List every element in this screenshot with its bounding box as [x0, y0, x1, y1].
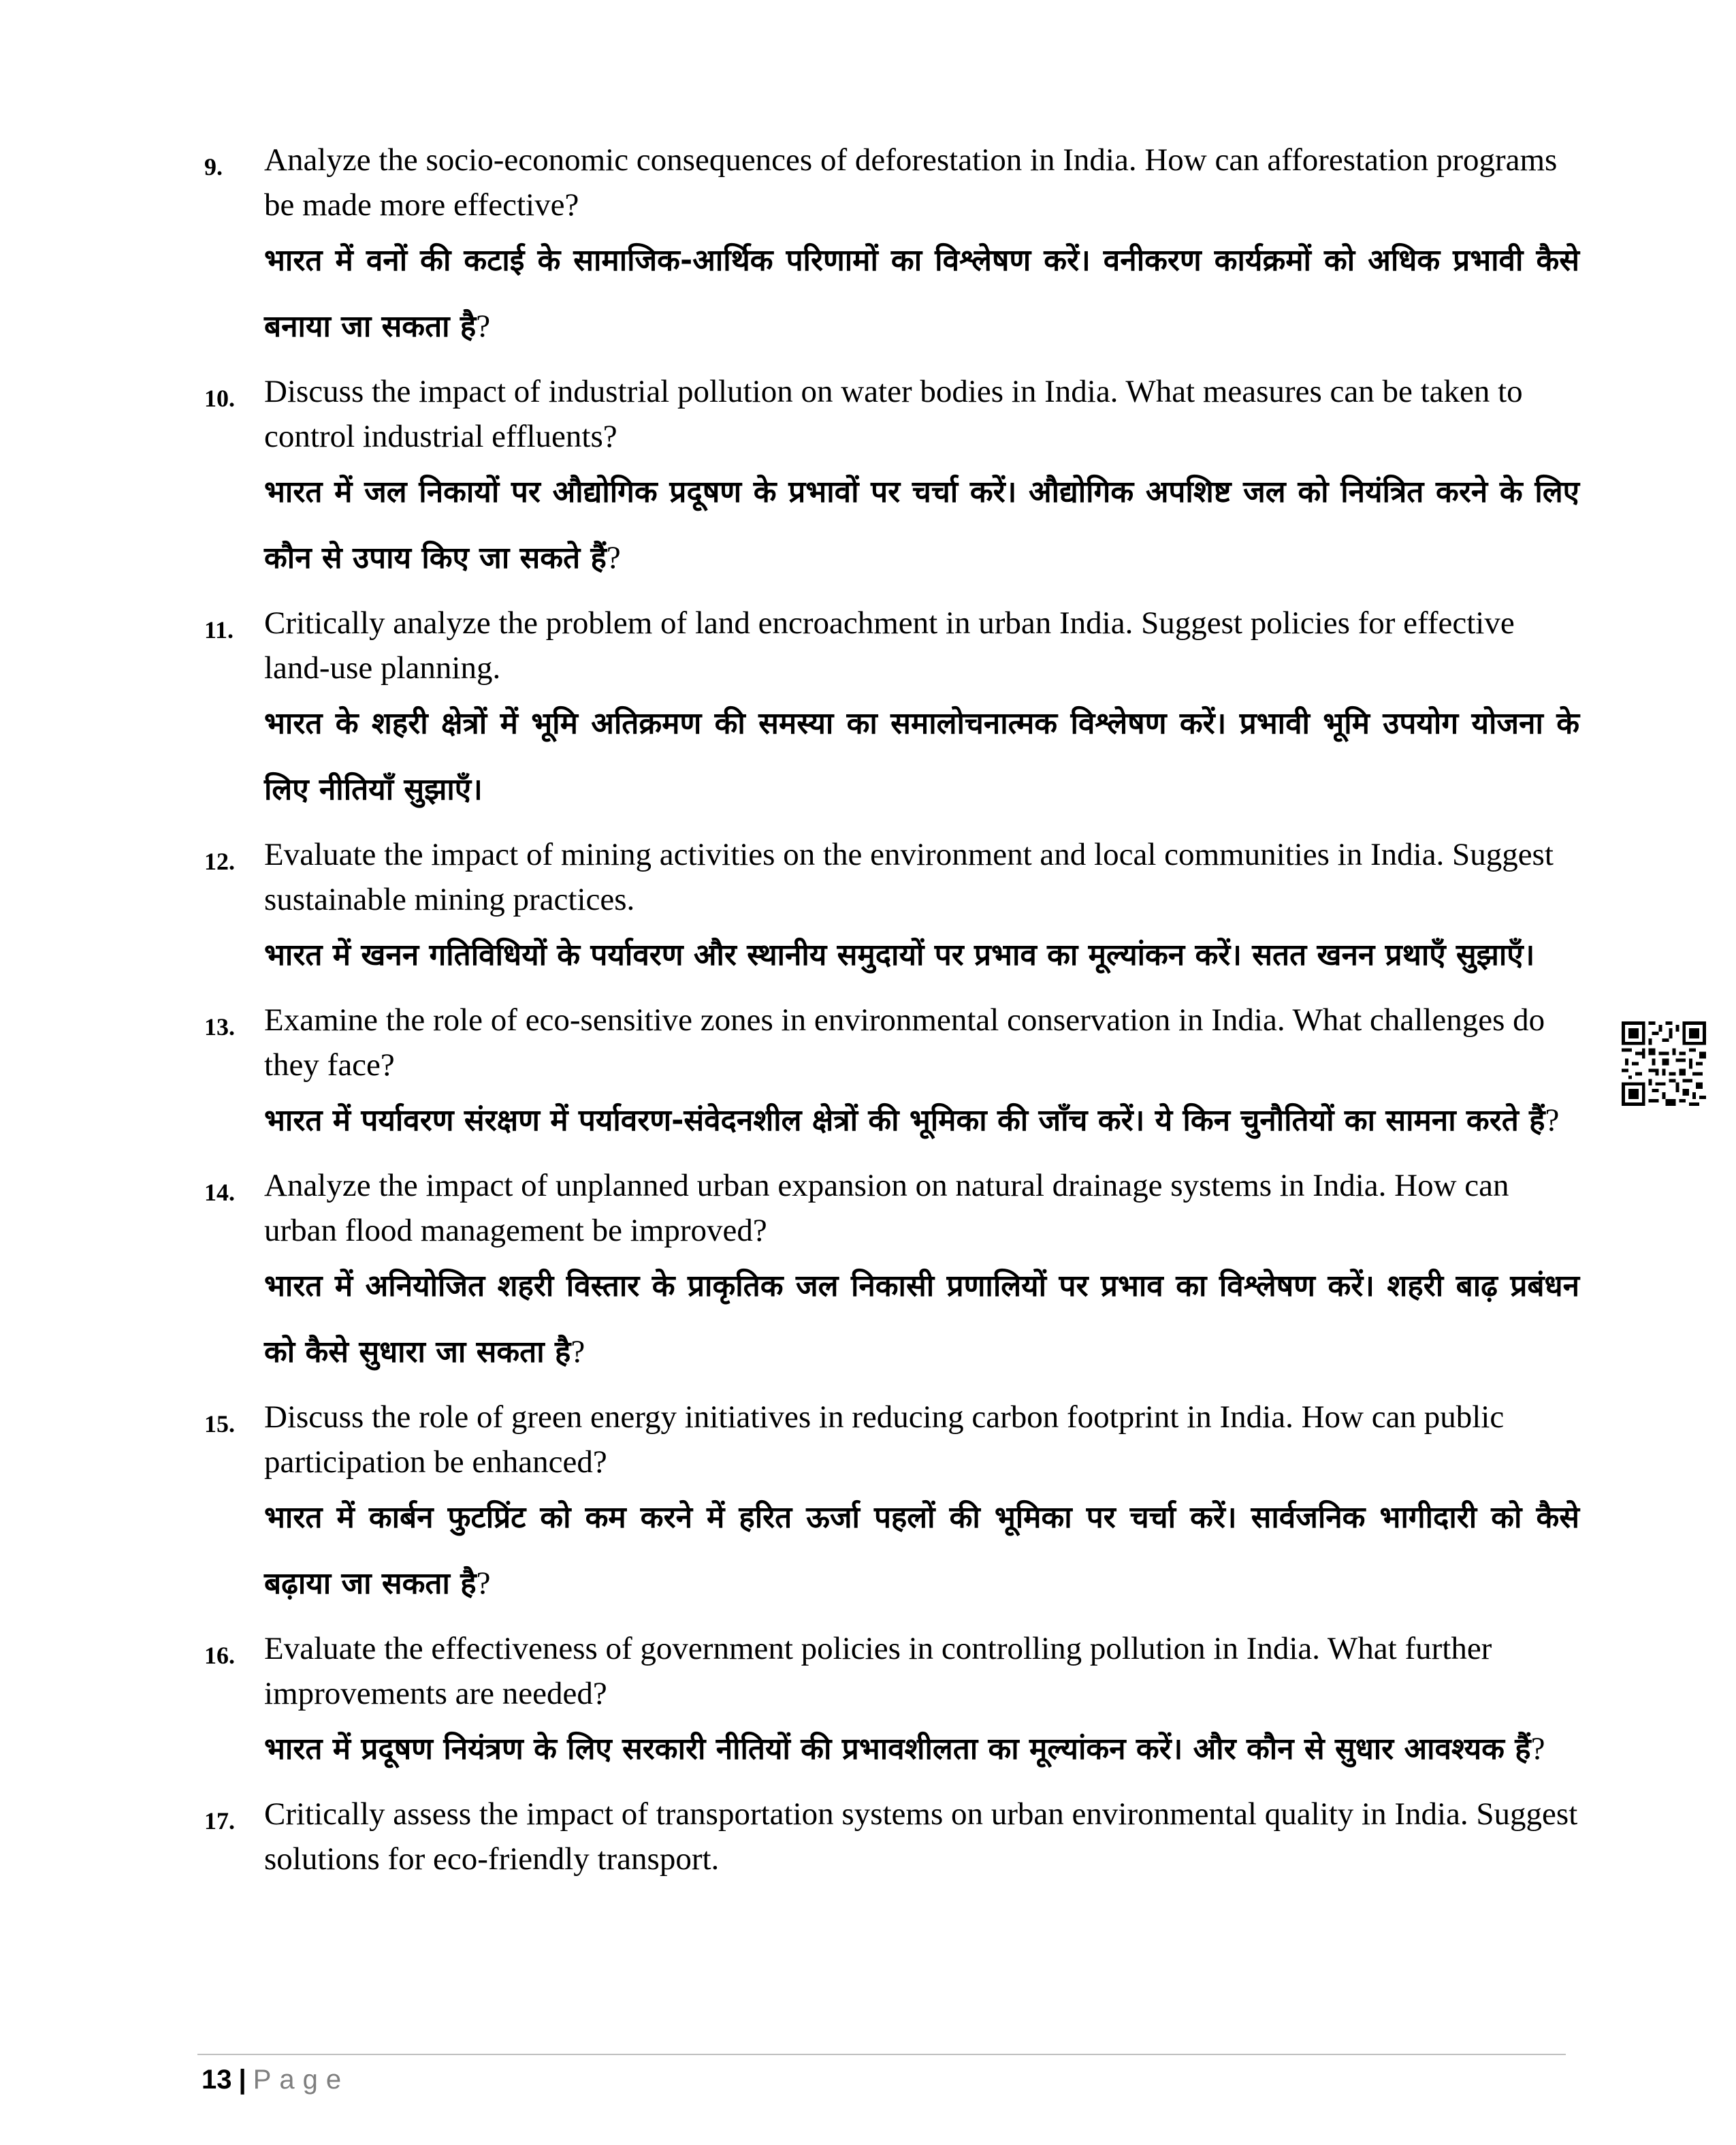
question-item: [197, 601, 1579, 823]
question-number: 9.: [204, 153, 223, 180]
page-number: 13: [202, 2065, 232, 2095]
question-text-english: Critically analyze the problem of land encroachment in urban India. Suggest policies for effective land-use planning.: [264, 605, 1515, 686]
question-text-english: Evaluate the impact of mining activities on the environment and local communities in India. Suggest sustainable mining practices.: [264, 837, 1554, 917]
question-text-hindi: भारत में अनियोजित शहरी विस्तार के प्राकृतिक जल निकासी प्रणालियों पर प्रभाव का विश्लेषण करें। शहरी बाढ़ प्रबंधन को कैसे सुधारा जा सकता है?: [264, 1269, 1579, 1369]
question-text-english: Examine the role of eco-sensitive zones in environmental conservation in India. What challenges do they face?: [264, 1002, 1545, 1083]
question-item: [197, 998, 1579, 1154]
question-text-english: Evaluate the effectiveness of government policies in controlling pollution in India. What further improvements are needed?: [264, 1631, 1492, 1711]
page-footer: [202, 2061, 349, 2099]
question-text-english: Analyze the impact of unplanned urban expansion on natural drainage systems in India. How can urban flood management be improved?: [264, 1168, 1509, 1248]
question-item: [197, 1626, 1579, 1782]
question-text-english: Analyze the socio-economic consequences of deforestation in India. How can afforestation programs be made more effective?: [264, 142, 1558, 223]
question-item: [197, 1792, 1579, 1881]
question-text-english: Discuss the impact of industrial pollution on water bodies in India. What measures can be taken to control industrial effluents?: [264, 374, 1523, 454]
question-item: [197, 1395, 1579, 1617]
page-label: Page: [253, 2065, 350, 2095]
question-text-english: Critically assess the impact of transportation systems on urban environmental quality in India. Suggest solutions for eco-friendly transport.: [264, 1796, 1578, 1877]
footer-separator: |: [238, 2065, 246, 2095]
question-item: [197, 369, 1579, 591]
question-number: 14.: [204, 1179, 235, 1206]
question-number: 13.: [204, 1013, 235, 1040]
footer-divider: [197, 2054, 1566, 2055]
question-text-hindi: भारत में प्रदूषण नियंत्रण के लिए सरकारी नीतियों की प्रभावशीलता का मूल्यांकन करें। और कौन से सुधार आवश्यक हैं?: [264, 1731, 1545, 1766]
question-number: 11.: [204, 616, 234, 644]
question-number: 10.: [204, 385, 235, 412]
question-text-hindi: भारत में कार्बन फुटप्रिंट को कम करने में हरित ऊर्जा पहलों की भूमिका पर चर्चा करें। सार्वजनिक भागीदारी को कैसे बढ़ाया जा सकता है?: [264, 1500, 1579, 1601]
question-number: 12.: [204, 848, 235, 875]
question-number: 15.: [204, 1410, 235, 1437]
question-text-hindi: भारत में पर्यावरण संरक्षण में पर्यावरण-संवेदनशील क्षेत्रों की भूमिका की जाँच करें। ये किन चुनौतियों का सामना करते हैं?: [264, 1102, 1560, 1138]
qr-code-icon[interactable]: [1622, 1021, 1706, 1106]
question-text-hindi: भारत में जल निकायों पर औद्योगिक प्रदूषण के प्रभावों पर चर्चा करें। औद्योगिक अपशिष्ट जल को नियंत्रित करने के लिए कौन से उपाय किए जा सकते हैं?: [264, 475, 1579, 575]
question-number: 16.: [204, 1642, 235, 1669]
question-item: [197, 1163, 1579, 1385]
question-item: [197, 138, 1579, 360]
question-item: [197, 832, 1579, 988]
question-list: [197, 138, 1579, 1891]
question-text-hindi: भारत में खनन गतिविधियों के पर्यावरण और स्थानीय समुदायों पर प्रभाव का मूल्यांकन करें। सतत खनन प्रथाएँ सुझाएँ।: [264, 938, 1535, 972]
question-text-hindi: भारत में वनों की कटाई के सामाजिक-आर्थिक परिणामों का विश्लेषण करें। वनीकरण कार्यक्रमों को अधिक प्रभावी कैसे बनाया जा सकता है?: [264, 243, 1579, 344]
question-text-english: Discuss the role of green energy initiatives in reducing carbon footprint in India. How can public participation be enhanced?: [264, 1399, 1505, 1480]
question-text-hindi: भारत के शहरी क्षेत्रों में भूमि अतिक्रमण की समस्या का समालोचनात्मक विश्लेषण करें। प्रभावी भूमि उपयोग योजना के लिए नीतियाँ सुझाएँ।: [264, 706, 1579, 807]
question-number: 17.: [204, 1807, 235, 1834]
